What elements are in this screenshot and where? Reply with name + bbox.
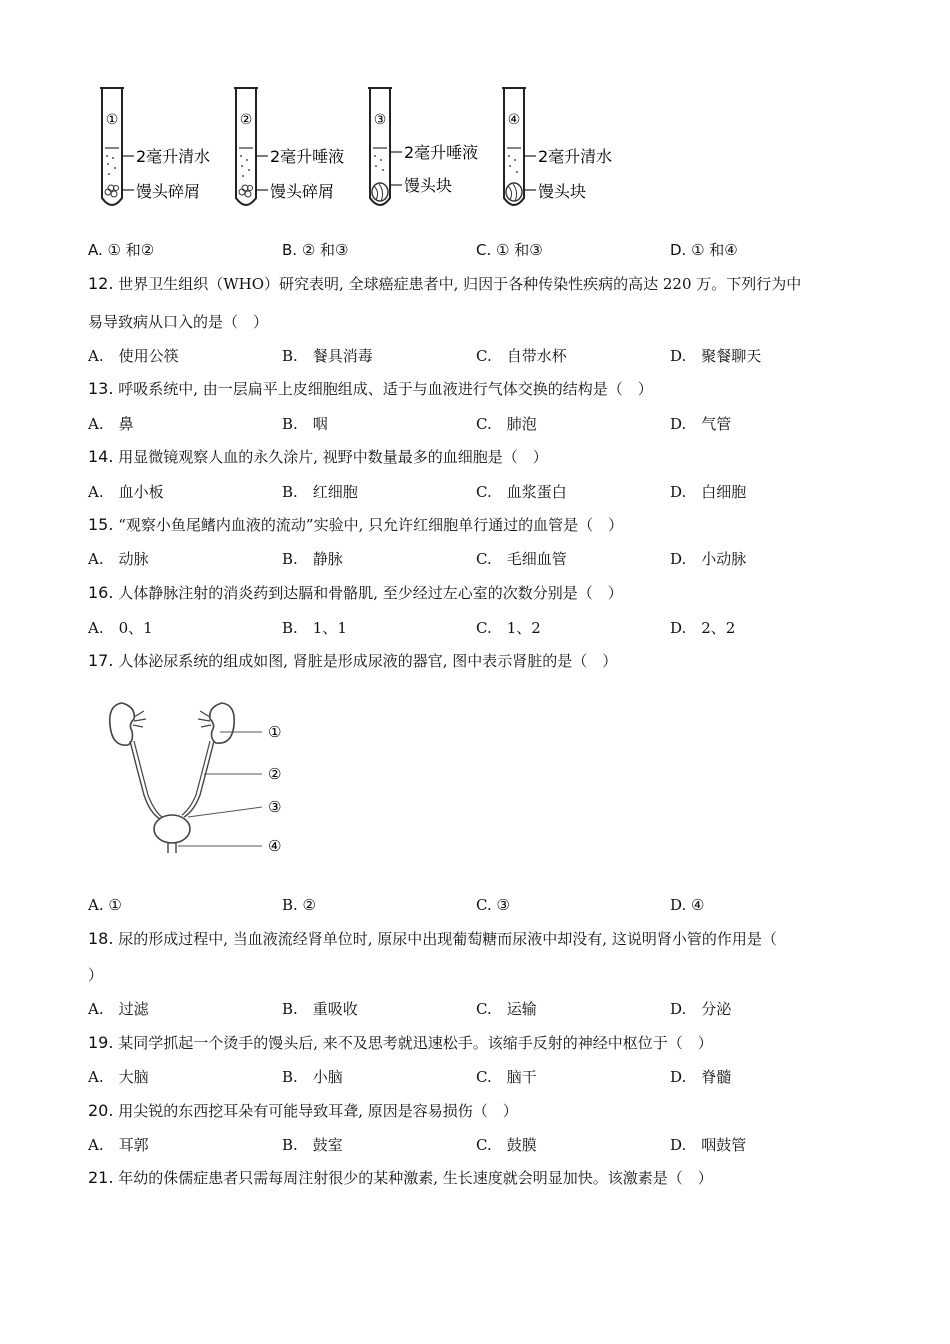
urinary-label-2: ② xyxy=(268,765,282,783)
q18-option-d: D. 分泌 xyxy=(670,1000,732,1018)
question-14 xyxy=(88,447,548,467)
q12-option-d: D. 聚餐聊天 xyxy=(670,347,762,365)
q20-option-a: A. 耳郭 xyxy=(88,1136,149,1154)
svg-text:2毫升唾液: 2毫升唾液 xyxy=(404,143,479,162)
question-text: 用显微镜观察人血的永久涂片, 视野中数量最多的血细胞是（ ） xyxy=(118,448,548,466)
question-text: 人体静脉注射的消炎药到达膈和骨骼肌, 至少经过左心室的次数分别是（ ） xyxy=(118,584,623,602)
question-text: 年幼的侏儒症患者只需每周注射很少的某种激素, 生长速度就会明显加快。该激素是（ ） xyxy=(118,1169,713,1187)
q16-option-c: C. 1、2 xyxy=(476,619,541,637)
q14-option-c: C. 血浆蛋白 xyxy=(476,483,567,501)
q15-option-a: A. 动脉 xyxy=(88,550,149,568)
question-text: 某同学抓起一个烫手的馒头后, 来不及思考就迅速松手。该缩手反射的神经中枢位于（ ） xyxy=(118,1034,713,1052)
q13-option-a: A. 鼻 xyxy=(88,415,134,433)
question-text: “观察小鱼尾鳍内血液的流动”实验中, 只允许红细胞单行通过的血管是（ ） xyxy=(118,516,624,534)
q20-option-c: C. 鼓膜 xyxy=(476,1136,537,1154)
question-15 xyxy=(88,515,623,535)
question-13 xyxy=(88,379,653,399)
svg-text:②: ② xyxy=(239,112,253,128)
q17-option-b: B. ② xyxy=(282,896,317,914)
question-21 xyxy=(88,1168,713,1188)
question-text: 世界卫生组织（WHO）研究表明, 全球癌症患者中, 归因于各种传染性疾病的高达 220 万。下列行为中 xyxy=(118,275,802,293)
question-number: 14. xyxy=(88,447,114,466)
urinary-label-1: ① xyxy=(268,723,282,741)
test-tube-1 xyxy=(100,88,210,205)
question-19 xyxy=(88,1033,713,1053)
svg-text:馒头块: 馒头块 xyxy=(404,176,453,195)
svg-text:2毫升清水: 2毫升清水 xyxy=(538,147,613,166)
svg-text:馒头碎屑: 馒头碎屑 xyxy=(136,182,201,201)
urinary-label-3: ③ xyxy=(268,798,282,816)
q17-option-a: A. ① xyxy=(88,896,122,914)
urinary-system-figure xyxy=(100,695,300,865)
test-tube-4 xyxy=(502,88,612,205)
q14-option-b: B. 红细胞 xyxy=(282,483,358,501)
svg-text:馒头块: 馒头块 xyxy=(538,182,587,201)
q11-option-c: C. ① 和③ xyxy=(476,241,543,259)
question-number: 16. xyxy=(88,583,114,602)
q17-option-c: C. ③ xyxy=(476,896,510,914)
q16-option-b: B. 1、1 xyxy=(282,619,347,637)
q12-option-c: C. 自带水杯 xyxy=(476,347,567,365)
q19-option-d: D. 脊髓 xyxy=(670,1068,732,1086)
q19-option-a: A. 大脑 xyxy=(88,1068,149,1086)
q20-option-b: B. 鼓室 xyxy=(282,1136,343,1154)
q14-option-a: A. 血小板 xyxy=(88,483,164,501)
q19-option-c: C. 脑干 xyxy=(476,1068,537,1086)
urinary-label-4: ④ xyxy=(268,837,282,855)
svg-text:④: ④ xyxy=(507,112,521,128)
q19-option-b: B. 小脑 xyxy=(282,1068,343,1086)
question-number: 17. xyxy=(88,651,114,670)
q20-option-d: D. 咽鼓管 xyxy=(670,1136,747,1154)
q15-option-c: C. 毛细血管 xyxy=(476,550,567,568)
question-number: 20. xyxy=(88,1101,114,1120)
question-number: 19. xyxy=(88,1033,114,1052)
question-20 xyxy=(88,1101,518,1121)
question-17 xyxy=(88,651,617,671)
test-tube-2 xyxy=(234,88,344,205)
question-number: 15. xyxy=(88,515,114,534)
svg-text:①: ① xyxy=(105,112,119,128)
question-18 xyxy=(88,929,777,949)
q18-option-a: A. 过滤 xyxy=(88,1000,149,1018)
svg-text:③: ③ xyxy=(373,112,387,128)
q11-option-a: A. ① 和② xyxy=(88,241,155,259)
q11-option-d: D. ① 和④ xyxy=(670,241,738,259)
question-number: 12. xyxy=(88,274,114,293)
question-text: 呼吸系统中, 由一层扁平上皮细胞组成、适于与血液进行气体交换的结构是（ ） xyxy=(118,380,653,398)
test-tube-figure xyxy=(90,80,650,215)
q13-option-c: C. 肺泡 xyxy=(476,415,537,433)
test-tube-3 xyxy=(368,88,478,205)
q16-option-a: A. 0、1 xyxy=(88,619,153,637)
q17-option-d: D. ④ xyxy=(670,896,705,914)
question-18-line2: ） xyxy=(88,966,104,984)
q18-option-b: B. 重吸收 xyxy=(282,1000,358,1018)
svg-text:馒头碎屑: 馒头碎屑 xyxy=(270,182,335,201)
q18-option-c: C. 运输 xyxy=(476,1000,537,1018)
q14-option-d: D. 白细胞 xyxy=(670,483,747,501)
question-text: 人体泌尿系统的组成如图, 肾脏是形成尿液的器官, 图中表示肾脏的是（ ） xyxy=(118,652,618,670)
q12-option-b: B. 餐具消毒 xyxy=(282,347,373,365)
q13-option-d: D. 气管 xyxy=(670,415,732,433)
question-12 xyxy=(88,274,801,294)
question-number: 18. xyxy=(88,929,114,948)
question-16 xyxy=(88,583,623,603)
q16-option-d: D. 2、2 xyxy=(670,619,736,637)
question-text: 用尖锐的东西挖耳朵有可能导致耳聋, 原因是容易损伤（ ） xyxy=(118,1102,518,1120)
q15-option-d: D. 小动脉 xyxy=(670,550,747,568)
svg-text:2毫升唾液: 2毫升唾液 xyxy=(270,147,345,166)
question-12-line2: 易导致病从口入的是（ ） xyxy=(88,313,269,331)
q12-option-a: A. 使用公筷 xyxy=(88,347,179,365)
question-number: 13. xyxy=(88,379,114,398)
q11-option-b: B. ② 和③ xyxy=(282,241,349,259)
question-number: 21. xyxy=(88,1168,114,1187)
q15-option-b: B. 静脉 xyxy=(282,550,343,568)
q13-option-b: B. 咽 xyxy=(282,415,328,433)
question-text: 尿的形成过程中, 当血液流经肾单位时, 原尿中出现葡萄糖而尿液中却没有, 这说明肾小管的作用是（ xyxy=(118,930,777,948)
svg-text:2毫升清水: 2毫升清水 xyxy=(136,147,211,166)
